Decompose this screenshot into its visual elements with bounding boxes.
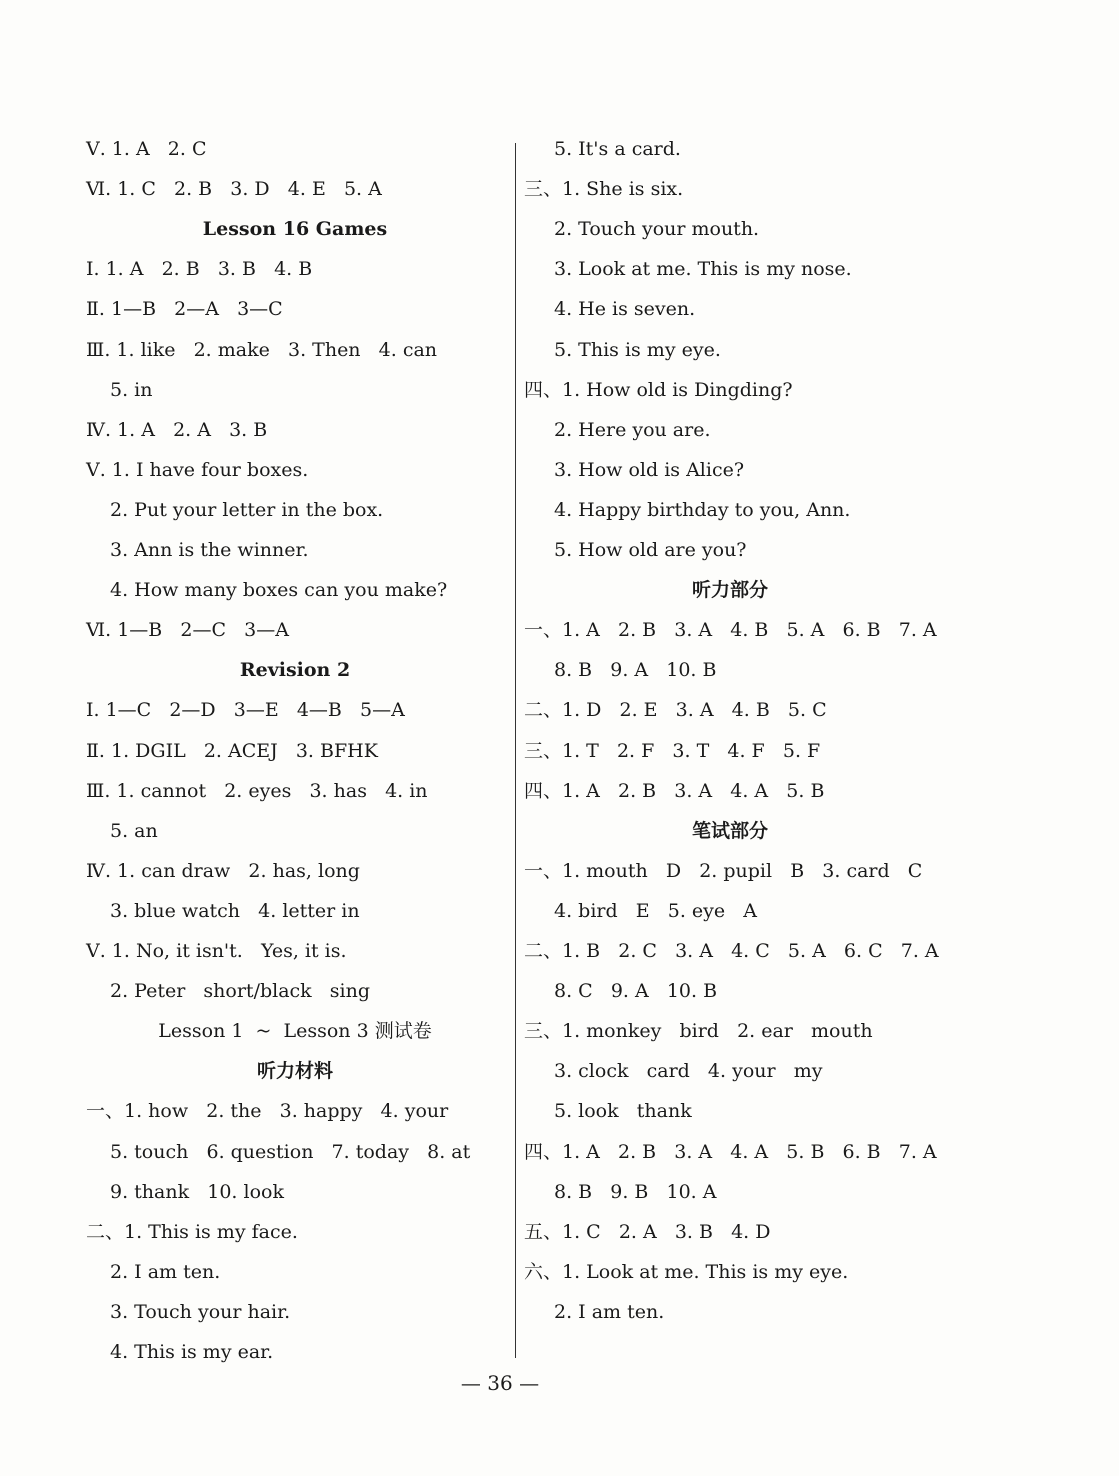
answer-line: 5. How old are you? bbox=[554, 539, 747, 561]
answer-line: Ⅲ. 1. like 2. make 3. Then 4. can bbox=[86, 338, 438, 361]
page-number: — 36 — bbox=[460, 1371, 540, 1395]
answer-line: 二、1. B 2. C 3. A 4. C 5. A 6. C 7. A bbox=[524, 940, 939, 962]
section-heading: 笔试部分 bbox=[691, 819, 768, 842]
answer-line: 3. Touch your hair. bbox=[110, 1300, 291, 1323]
answer-line: 2. I am ten. bbox=[110, 1260, 221, 1283]
answer-line: 四、1. A 2. B 3. A 4. A 5. B 6. B 7. A bbox=[524, 1140, 937, 1163]
answer-line: Ⅴ. 1. I have four boxes. bbox=[86, 458, 309, 481]
answer-line: 一、1. A 2. B 3. A 4. B 5. A 6. B 7. A bbox=[524, 619, 937, 642]
answer-line: Ⅰ. 1—C 2—D 3—E 4—B 5—A bbox=[86, 699, 405, 722]
answer-line: 4. This is my ear. bbox=[110, 1341, 274, 1363]
answer-line: 三、1. monkey bird 2. ear mouth bbox=[524, 1020, 873, 1043]
answer-line: 4. How many boxes can you make? bbox=[110, 579, 448, 602]
answer-line: 六、1. Look at me. This is my eye. bbox=[524, 1260, 849, 1283]
section-heading: 听力材料 bbox=[256, 1060, 333, 1083]
answer-line: Ⅵ. 1—B 2—C 3—A bbox=[86, 619, 289, 642]
answer-line: Ⅰ. 1. A 2. B 3. B 4. B bbox=[86, 258, 313, 281]
answer-line: 3. Look at me. This is my nose. bbox=[554, 258, 852, 281]
section-heading: Lesson 16 Games bbox=[202, 218, 388, 241]
answer-line: 4. He is seven. bbox=[554, 298, 696, 321]
answer-line: 4. bird E 5. eye A bbox=[554, 899, 757, 922]
answer-line: Ⅳ. 1. can draw 2. has, long bbox=[86, 859, 360, 882]
answer-line: 三、1. She is six. bbox=[524, 178, 684, 201]
answer-line: Ⅴ. 1. No, it isn't. Yes, it is. bbox=[86, 940, 347, 962]
answer-line: 8. C 9. A 10. B bbox=[554, 980, 718, 1003]
answer-line: 3. clock card 4. your my bbox=[554, 1060, 823, 1083]
answer-line: 三、1. T 2. F 3. T 4. F 5. F bbox=[524, 739, 821, 762]
answer-line: 5. look thank bbox=[554, 1100, 692, 1123]
answer-line: 2. Put your letter in the box. bbox=[110, 498, 384, 521]
answer-line: 2. Peter short/black sing bbox=[110, 980, 371, 1003]
answer-line: 5. an bbox=[110, 819, 158, 842]
answer-line: 四、1. A 2. B 3. A 4. A 5. B bbox=[524, 779, 825, 802]
answer-line: Ⅱ. 1—B 2—A 3—C bbox=[86, 298, 283, 321]
answer-line: 2. Touch your mouth. bbox=[554, 218, 760, 241]
column-divider bbox=[515, 143, 516, 1358]
section-heading: Revision 2 bbox=[239, 659, 351, 682]
answer-line: 2. Here you are. bbox=[554, 418, 711, 441]
answer-line: 二、1. D 2. E 3. A 4. B 5. C bbox=[524, 699, 827, 722]
answer-line: Ⅳ. 1. A 2. A 3. B bbox=[86, 418, 268, 441]
answer-line: 3. Ann is the winner. bbox=[110, 539, 309, 561]
answer-line: 5. in bbox=[110, 378, 153, 401]
answer-line: 8. B 9. A 10. B bbox=[554, 659, 717, 682]
answer-line: 五、1. C 2. A 3. B 4. D bbox=[524, 1220, 771, 1243]
answer-line: 5. It's a card. bbox=[554, 138, 681, 160]
answer-line: Lesson 1 ~ Lesson 3 测试卷 bbox=[158, 1020, 432, 1043]
answer-line: 2. I am ten. bbox=[554, 1300, 665, 1323]
section-heading: 听力部分 bbox=[691, 579, 768, 602]
answer-line: 5. touch 6. question 7. today 8. at bbox=[110, 1140, 471, 1163]
answer-line: 一、1. mouth D 2. pupil B 3. card C bbox=[524, 859, 923, 882]
answer-line: 5. This is my eye. bbox=[554, 338, 721, 361]
answer-line: 3. blue watch 4. letter in bbox=[110, 899, 360, 922]
answer-line: 8. B 9. B 10. A bbox=[554, 1180, 717, 1203]
answer-line: 二、1. This is my face. bbox=[86, 1220, 298, 1243]
answer-line: Ⅱ. 1. DGIL 2. ACEJ 3. BFHK bbox=[86, 739, 378, 762]
answer-line: 4. Happy birthday to you, Ann. bbox=[554, 498, 851, 521]
answer-line: 9. thank 10. look bbox=[110, 1180, 284, 1203]
answer-line: Ⅲ. 1. cannot 2. eyes 3. has 4. in bbox=[86, 779, 428, 802]
answer-line: 一、1. how 2. the 3. happy 4. your bbox=[86, 1100, 449, 1123]
answer-line: 3. How old is Alice? bbox=[554, 458, 745, 481]
answer-line: Ⅴ. 1. A 2. C bbox=[86, 138, 207, 160]
answer-line: Ⅵ. 1. C 2. B 3. D 4. E 5. A bbox=[86, 178, 382, 201]
answer-line: 四、1. How old is Dingding? bbox=[524, 378, 793, 401]
